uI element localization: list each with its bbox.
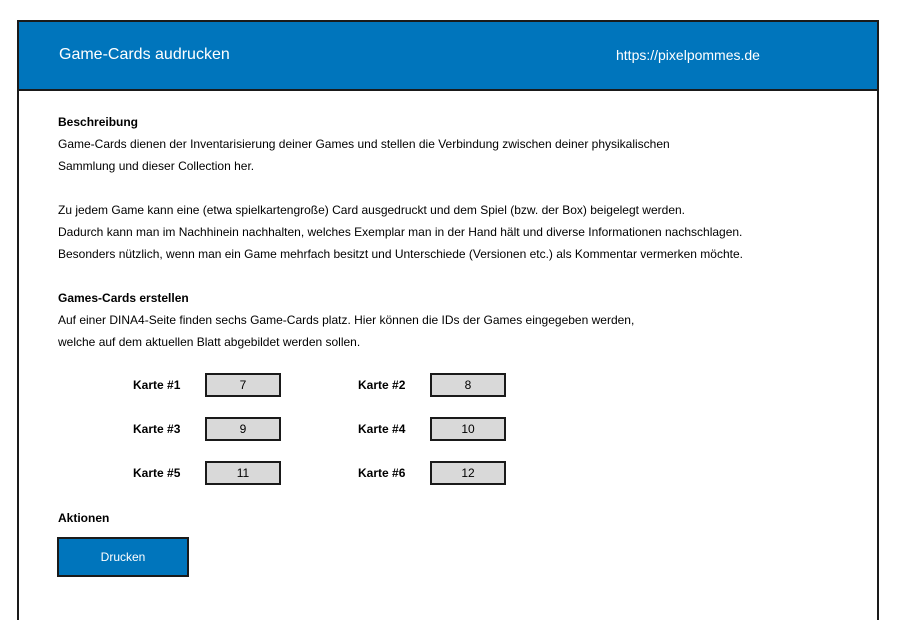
print-button[interactable]: Drucken bbox=[57, 537, 189, 577]
create-line: Auf einer DINA4-Seite finden sechs Game-Cards platz. Hier können die IDs der Games eingegeben werden, bbox=[58, 313, 635, 327]
card-6-input[interactable] bbox=[430, 461, 506, 485]
card-6-label: Karte #6 bbox=[358, 466, 406, 480]
description-line: Sammlung und dieser Collection her. bbox=[58, 159, 255, 173]
card-3-input[interactable] bbox=[205, 417, 281, 441]
create-heading: Games-Cards erstellen bbox=[58, 291, 189, 305]
header-bar bbox=[19, 22, 877, 91]
card-1-input[interactable] bbox=[205, 373, 281, 397]
card-2-label: Karte #2 bbox=[358, 378, 406, 392]
site-url: https://pixelpommes.de bbox=[616, 47, 760, 63]
description-heading: Beschreibung bbox=[58, 115, 139, 129]
page-title: Game-Cards audrucken bbox=[59, 46, 230, 63]
card-4-input[interactable] bbox=[430, 417, 506, 441]
description-line: Zu jedem Game kann eine (etwa spielkartengroße) Card ausgedruckt und dem Spiel (bzw. der Box) beigelegt werden. bbox=[58, 203, 685, 217]
card-1-label: Karte #1 bbox=[133, 378, 181, 392]
card-3-label: Karte #3 bbox=[133, 422, 181, 436]
create-line: welche auf dem aktuellen Blatt abgebildet werden sollen. bbox=[58, 335, 361, 349]
card-2-input[interactable] bbox=[430, 373, 506, 397]
description-line: Dadurch kann man im Nachhinein nachhalten, welches Exemplar man in der Hand hält und diverse Informationen nachschlagen. bbox=[58, 225, 743, 239]
card-4-label: Karte #4 bbox=[358, 422, 406, 436]
card-5-label: Karte #5 bbox=[133, 466, 181, 480]
description-line: Game-Cards dienen der Inventarisierung deiner Games und stellen die Verbindung zwischen deiner physikalischen bbox=[58, 137, 670, 151]
card-5-input[interactable] bbox=[205, 461, 281, 485]
actions-heading: Aktionen bbox=[58, 511, 110, 525]
description-line: Besonders nützlich, wenn man ein Game mehrfach besitzt und Unterschiede (Versionen etc.) als Kommentar vermerken möchte. bbox=[58, 247, 743, 261]
